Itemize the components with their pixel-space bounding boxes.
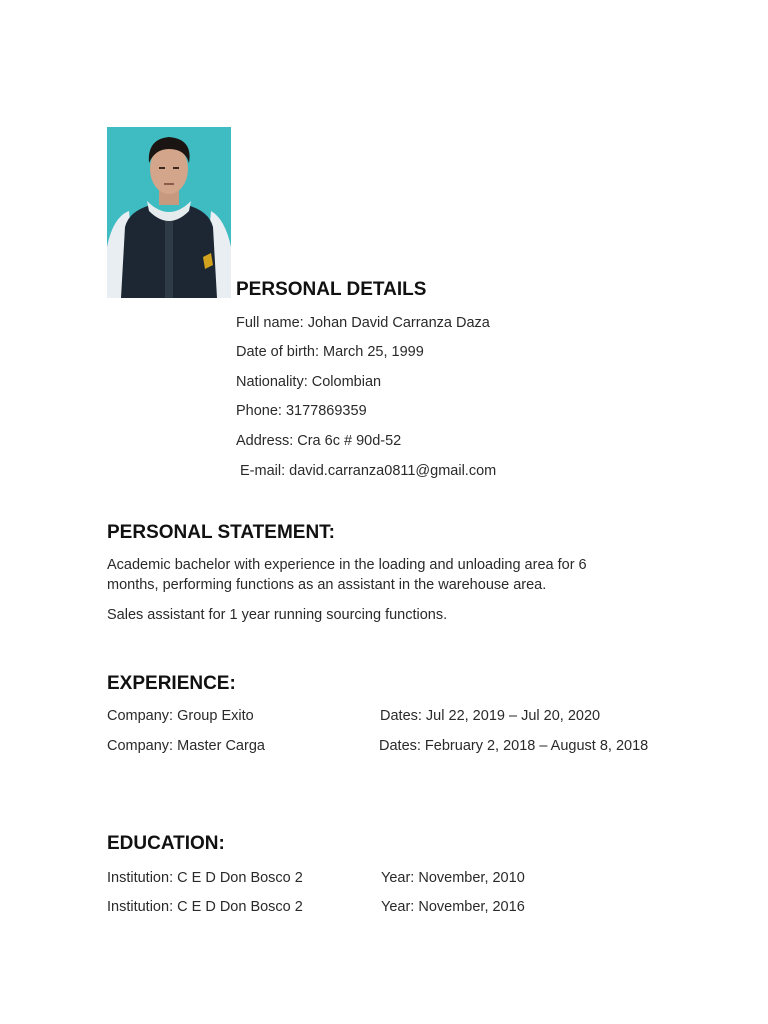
experience-company: Company: Group Exito [107,708,254,724]
personal-statement-heading: PERSONAL STATEMENT: [107,522,336,543]
education-institution: Institution: C E D Don Bosco 2 [107,899,303,915]
full-name-text: Full name: Johan David Carranza Daza [236,315,490,331]
statement-line-2: months, performing functions as an assistant in the warehouse area. [107,577,547,593]
address-text: Address: Cra 6c # 90d-52 [236,433,402,449]
email-text: E-mail: david.carranza0811@gmail.com [240,463,497,479]
education-year: Year: November, 2010 [381,870,525,886]
experience-heading: EXPERIENCE: [107,673,236,694]
phone-text: Phone: 3177869359 [236,403,367,419]
education-year: Year: November, 2016 [381,899,525,915]
statement-line-3: Sales assistant for 1 year running sourcing functions. [107,607,448,623]
personal-details-heading: PERSONAL DETAILS [236,279,427,300]
profile-photo [107,127,231,298]
education-heading: EDUCATION: [107,833,225,854]
statement-line-1: Academic bachelor with experience in the loading and unloading area for 6 [107,557,587,573]
experience-dates: Dates: Jul 22, 2019 – Jul 20, 2020 [380,708,601,724]
experience-company: Company: Master Carga [107,738,265,754]
experience-dates: Dates: February 2, 2018 – August 8, 2018 [379,738,649,754]
education-institution: Institution: C E D Don Bosco 2 [107,870,303,886]
date-of-birth-text: Date of birth: March 25, 1999 [236,344,424,360]
person-portrait-image [107,127,231,298]
nationality-text: Nationality: Colombian [236,374,382,390]
